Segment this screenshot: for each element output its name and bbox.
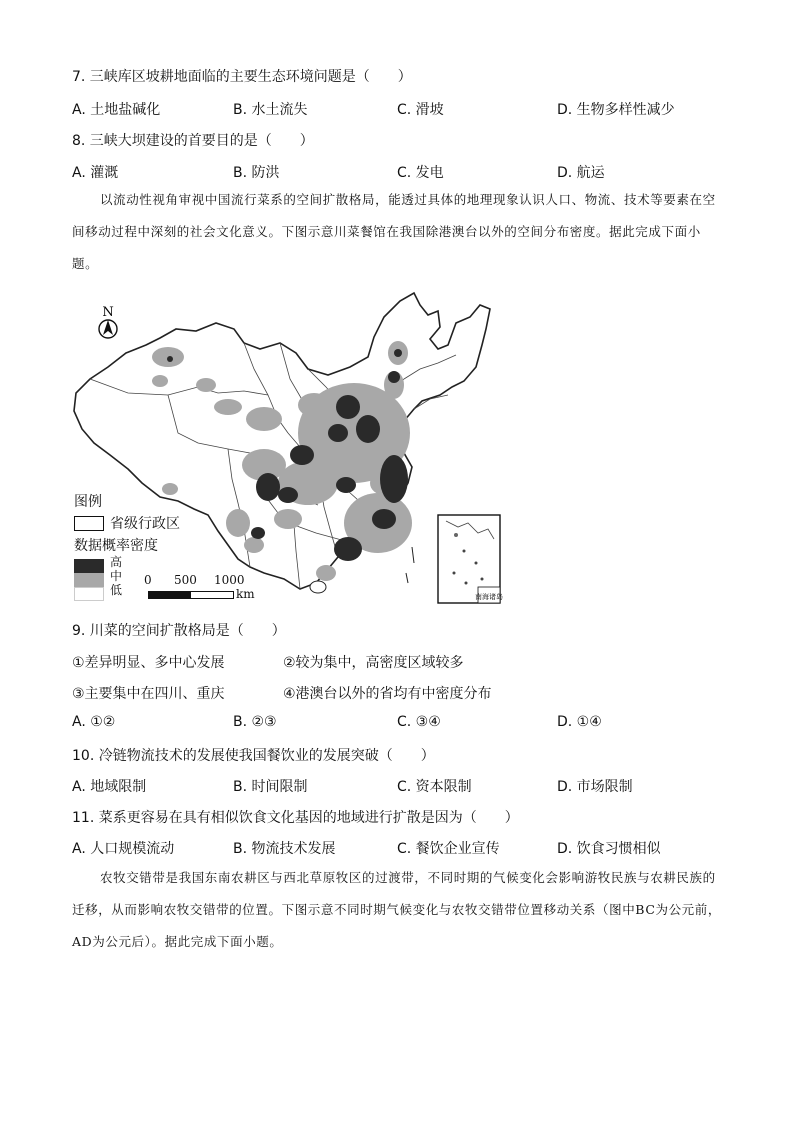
q9-statement-2: ②较为集中，高密度区域较多	[283, 655, 464, 671]
passage-2	[72, 862, 722, 958]
q8-option-d: D. 航运	[557, 165, 605, 181]
q9-statement-1: ①差异明显、多中心发展	[72, 655, 225, 671]
legend-boundary-swatch	[74, 516, 104, 531]
legend-high-label: 高	[110, 555, 123, 569]
q9-option-c: C. ③④	[397, 714, 441, 730]
q10-stem: 10. 冷链物流技术的发展使我国餐饮业的发展突破（ ）	[72, 748, 435, 764]
legend-density-swatches	[74, 559, 104, 601]
inset-label: 南海诸岛	[475, 593, 503, 601]
q11-option-c: C. 餐饮企业宣传	[397, 841, 500, 857]
q7-option-b: B. 水土流失	[233, 102, 308, 118]
scale-label-500: 500	[174, 573, 197, 587]
q9-option-b: B. ②③	[233, 714, 277, 730]
q10-option-c: C. 资本限制	[397, 779, 472, 795]
passage-1-text: 以流动性视角审视中国流行菜系的空间扩散格局，能透过具体的地理现象认识人口、物流、技术等要素在空间移动过程中深刻的社会文化意义。下图示意川菜餐馆在我国除港澳台以外的空间分布密度。据此完成下面小题。	[72, 192, 716, 271]
scale-bar-graphic	[148, 591, 234, 599]
q11-option-b: B. 物流技术发展	[233, 841, 336, 857]
north-arrow-icon	[99, 305, 117, 338]
q7-option-c: C. 滑坡	[397, 102, 444, 118]
passage-1	[72, 184, 722, 280]
q11-option-a: A. 人口规模流动	[72, 841, 175, 857]
map-graphic	[68, 283, 508, 608]
q8-option-b: B. 防洪	[233, 165, 280, 181]
q11-option-d: D. 饮食习惯相似	[557, 841, 661, 857]
scale-label-1000: 1000	[214, 573, 245, 587]
q10-option-a: A. 地域限制	[72, 779, 147, 795]
legend-swatch-mid	[74, 573, 104, 587]
legend-density-labels	[110, 555, 122, 597]
q11-stem: 11. 菜系更容易在具有相似饮食文化基因的地域进行扩散是因为（ ）	[72, 810, 519, 826]
q7-stem: 7. 三峡库区坡耕地面临的主要生态环境问题是（ ）	[72, 69, 412, 85]
scale-unit: km	[236, 587, 255, 601]
legend-swatch-high	[74, 559, 104, 573]
legend-boundary-label: 省级行政区	[110, 516, 180, 532]
china-sichuan-cuisine-density-map	[68, 283, 508, 608]
q8-stem: 8. 三峡大坝建设的首要目的是（ ）	[72, 133, 314, 149]
q10-option-d: D. 市场限制	[557, 779, 633, 795]
passage-2-text: 农牧交错带是我国东南农耕区与西北草原牧区的过渡带，不同时期的气候变化会影响游牧民族与农耕民族的迁移，从而影响农牧交错带的位置。下图示意不同时期气候变化与农牧交错带位置移动关系（图中BC为公元前，AD为公元后）。据此完成下面小题。	[72, 870, 721, 949]
legend-density-title: 数据概率密度	[74, 538, 158, 554]
q8-option-c: C. 发电	[397, 165, 444, 181]
legend-title: 图例	[74, 494, 102, 510]
q7-option-a: A. 土地盐碱化	[72, 102, 161, 118]
q10-option-b: B. 时间限制	[233, 779, 308, 795]
q9-statement-4: ④港澳台以外的省均有中密度分布	[283, 686, 492, 702]
north-label: N	[102, 305, 114, 320]
legend-swatch-low	[74, 587, 104, 601]
south-china-sea-inset	[438, 515, 503, 603]
q9-option-d: D. ①④	[557, 714, 602, 730]
scale-label-0: 0	[144, 573, 152, 587]
legend-boundary	[74, 513, 180, 533]
legend-mid-label: 中	[110, 569, 123, 583]
q9-stem: 9. 川菜的空间扩散格局是（ ）	[72, 623, 286, 639]
q9-option-a: A. ①②	[72, 714, 116, 730]
q8-option-a: A. 灌溉	[72, 165, 119, 181]
q7-option-d: D. 生物多样性减少	[557, 102, 675, 118]
legend-low-label: 低	[110, 583, 123, 597]
q9-statement-3: ③主要集中在四川、重庆	[72, 686, 225, 702]
